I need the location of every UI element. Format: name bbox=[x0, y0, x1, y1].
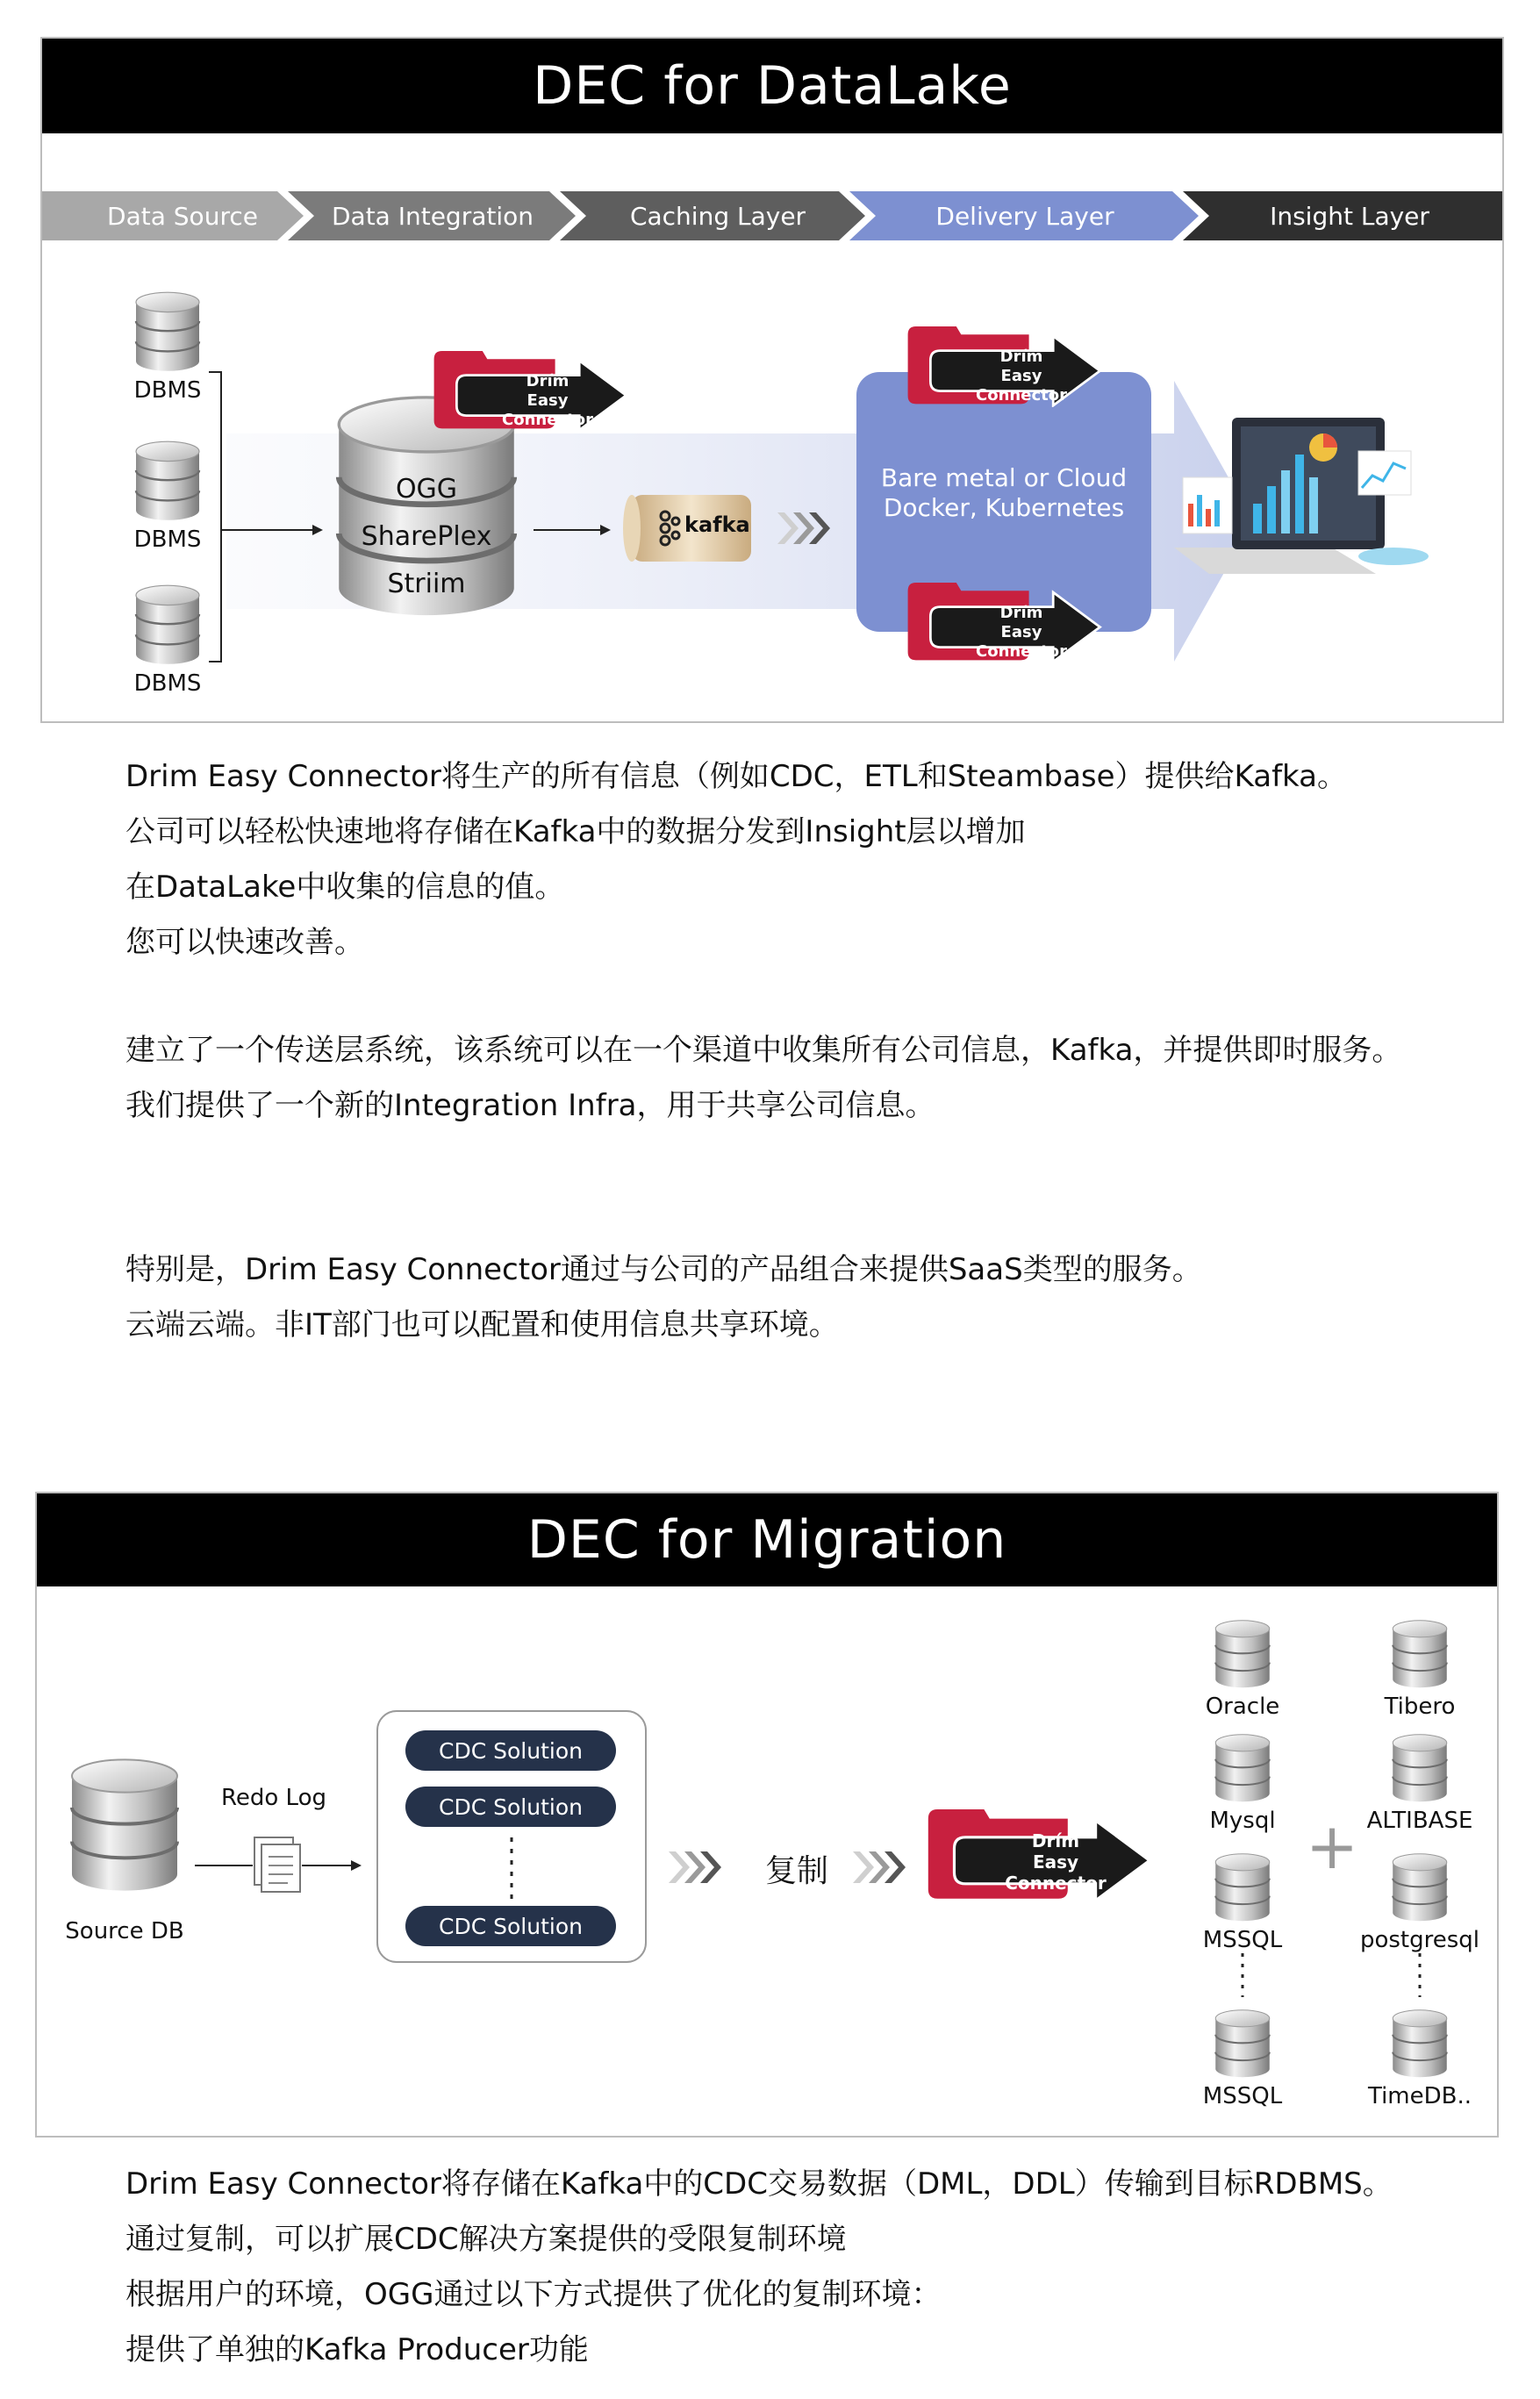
connector-badge-2-text bbox=[960, 347, 1083, 405]
database-icon bbox=[136, 585, 199, 664]
migration-section bbox=[35, 1492, 1499, 2138]
source-database-icon bbox=[72, 1759, 177, 1890]
database-icon bbox=[1393, 2010, 1447, 2078]
target-mssql-1: MSSQL bbox=[1202, 1927, 1283, 1953]
target-postgresql: postgresql bbox=[1359, 1927, 1480, 1953]
document-icon bbox=[254, 1837, 300, 1892]
connector-brand: Drím bbox=[526, 372, 569, 390]
migration-title: DEC for Migration bbox=[37, 1493, 1497, 1586]
text-line: 特别是，Drim Easy Connector通过与公司的产品组合来提供SaaS类型的服务。 bbox=[125, 1252, 1202, 1287]
connector-brand: Drím bbox=[1031, 1830, 1080, 1851]
text-line: 通过复制，可以扩展CDC解决方案提供的受限复制环境 bbox=[125, 2222, 847, 2257]
cdc-solution-item-3: CDC Solution bbox=[405, 1906, 616, 1946]
cdc-tool-striim: Striim bbox=[387, 569, 466, 599]
connector-name: Easy Connector bbox=[1005, 1851, 1107, 1894]
database-icon bbox=[1393, 1854, 1447, 1922]
text-line: 根据用户的环境，OGG通过以下方式提供了优化的复制环境： bbox=[125, 2277, 942, 2312]
text-line: 提供了单独的Kafka Producer功能 bbox=[125, 2332, 589, 2367]
target-mssql-2: MSSQL bbox=[1202, 2083, 1283, 2109]
database-icon bbox=[1393, 1621, 1447, 1688]
database-icon bbox=[136, 441, 199, 520]
text-line: 云端云端。非IT部门也可以配置和使用信息共享环境。 bbox=[125, 1307, 839, 1343]
double-chevron-icon bbox=[669, 1851, 721, 1883]
target-altibase: ALTIBASE bbox=[1366, 1808, 1473, 1834]
connector-name: Easy Connector bbox=[976, 623, 1067, 661]
text-line: Drim Easy Connector将存储在Kafka中的CDC交易数据（DML，DDL）传输到目标RDBMS。 bbox=[125, 2166, 1393, 2202]
layer-delivery: Delivery Layer bbox=[935, 201, 1114, 231]
database-icon bbox=[1215, 1735, 1270, 1802]
text-line: Drim Easy Connector将生产的所有信息（例如CDC，ETL和Steambase）提供给Kafka。 bbox=[125, 759, 1347, 794]
plus-icon: + bbox=[1305, 1809, 1359, 1883]
datalake-paragraph-1 bbox=[125, 749, 1347, 970]
connector-brand: Drím bbox=[999, 604, 1043, 622]
connector-badge-1-text bbox=[486, 372, 609, 430]
connector-name: Easy Connector bbox=[502, 391, 593, 429]
target-oracle: Oracle bbox=[1205, 1694, 1280, 1720]
cdc-solution-item-1: CDC Solution bbox=[405, 1730, 616, 1771]
target-tibero: Tibero bbox=[1384, 1694, 1456, 1720]
connector-brand: Drím bbox=[999, 347, 1043, 366]
source-db-label: Source DB bbox=[65, 1918, 184, 1944]
target-mysql: Mysql bbox=[1209, 1808, 1276, 1834]
source-bracket bbox=[209, 372, 221, 662]
layer-data-integration: Data Integration bbox=[331, 201, 534, 231]
replicate-label: 复制 bbox=[764, 1853, 828, 1889]
text-line: 我们提供了一个新的Integration Infra，用于共享公司信息。 bbox=[125, 1088, 935, 1123]
cdc-solution-item-2: CDC Solution bbox=[405, 1787, 616, 1827]
database-icon bbox=[1215, 1854, 1270, 1922]
datalake-paragraph-2 bbox=[125, 1023, 1401, 1134]
layer-data-source: Data Source bbox=[107, 201, 258, 231]
database-icon bbox=[1215, 1621, 1270, 1688]
double-chevron-icon bbox=[853, 1851, 906, 1883]
layer-insight: Insight Layer bbox=[1270, 201, 1429, 231]
delivery-text bbox=[856, 463, 1151, 523]
cdc-tool-shareplex: SharePlex bbox=[361, 521, 492, 552]
source-label-2: DBMS bbox=[133, 526, 202, 553]
datalake-paragraph-3 bbox=[125, 1242, 1202, 1353]
text-line: 公司可以轻松快速地将存储在Kafka中的数据分发到Insight层以增加 bbox=[125, 814, 1026, 849]
database-icon bbox=[136, 292, 199, 371]
database-icon bbox=[1215, 2010, 1270, 2078]
migration-paragraph bbox=[125, 2157, 1393, 2378]
layer-caching: Caching Layer bbox=[629, 201, 806, 231]
layer-band bbox=[42, 191, 1502, 240]
migration-connector-text bbox=[990, 1830, 1121, 1894]
connector-badge-3-text bbox=[960, 604, 1083, 662]
datalake-diagram bbox=[42, 240, 1502, 720]
redo-log-label: Redo Log bbox=[220, 1785, 326, 1811]
delivery-line-2: Docker, Kubernetes bbox=[883, 493, 1125, 522]
text-line: 建立了一个传送层系统，该系统可以在一个渠道中收集所有公司信息，Kafka，并提供即时服务。 bbox=[125, 1033, 1402, 1068]
target-timedb: TimeDB.. bbox=[1367, 2083, 1472, 2109]
source-label-1: DBMS bbox=[133, 377, 202, 404]
delivery-line-1: Bare metal or Cloud bbox=[880, 463, 1128, 492]
dashboard-illustration bbox=[1174, 418, 1429, 574]
kafka-label: kafka bbox=[684, 512, 750, 537]
text-line: 在DataLake中收集的信息的值。 bbox=[125, 870, 565, 905]
datalake-section bbox=[40, 37, 1504, 723]
text-line: 您可以快速改善。 bbox=[125, 925, 364, 960]
connector-name: Easy Connector bbox=[976, 367, 1067, 405]
cdc-tool-ogg: OGG bbox=[395, 474, 458, 505]
source-label-3: DBMS bbox=[133, 670, 202, 697]
datalake-title: DEC for DataLake bbox=[42, 39, 1502, 133]
database-icon bbox=[1393, 1735, 1447, 1802]
